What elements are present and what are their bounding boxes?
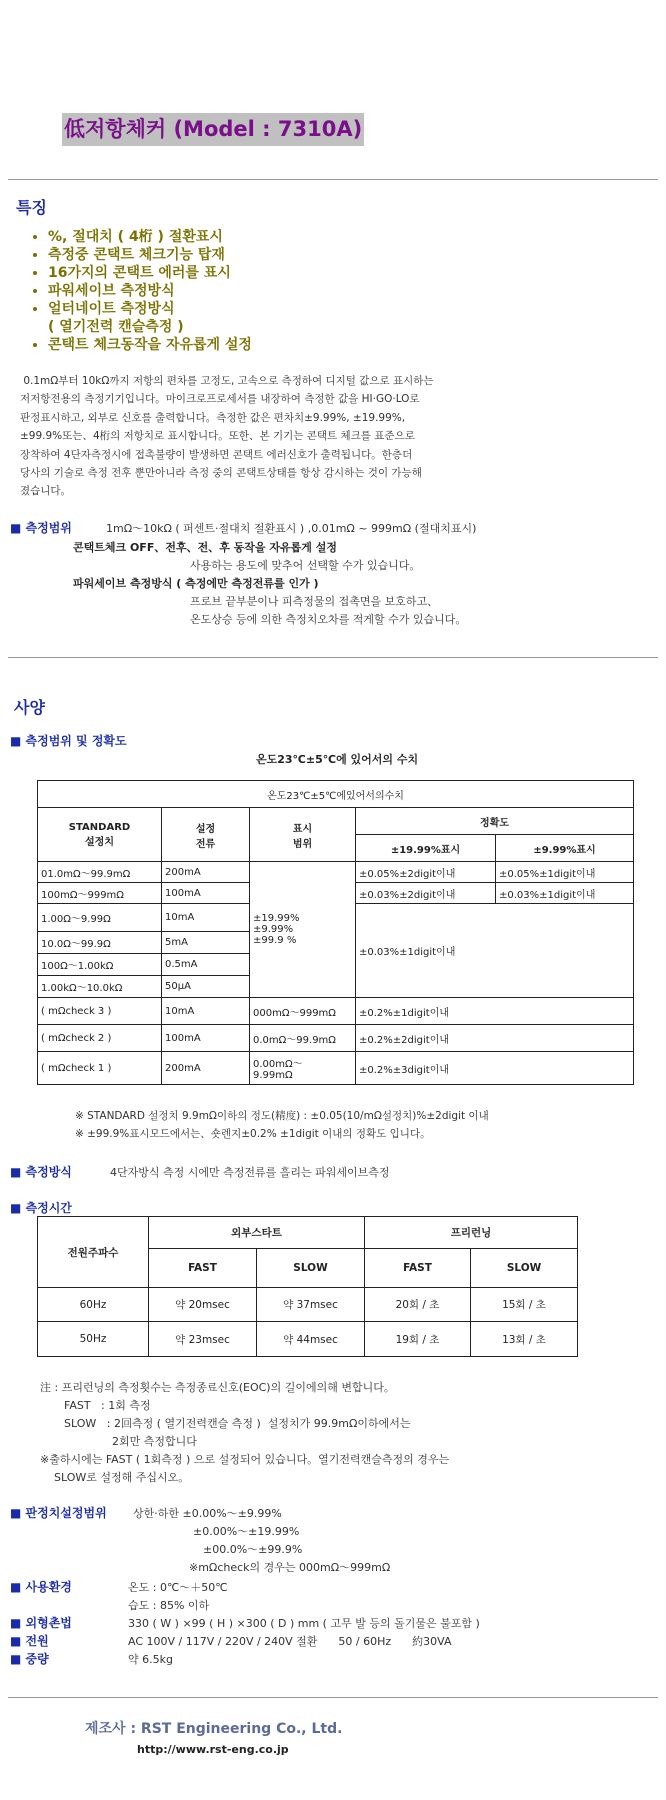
feature-item: • 콘택트 체크동작을 자유롭게 설정 bbox=[48, 336, 252, 354]
divider bbox=[8, 179, 658, 180]
cell-display-range: ±19.99% ±9.99% ±99.9 % bbox=[250, 862, 356, 998]
accuracy-label: ■ 측정범위 및 정확도 bbox=[10, 734, 127, 748]
time-note: ※출하시에는 FAST ( 1회측정 ) 으로 설정되어 있습니다。열기전력캔슬측정의 경우는 bbox=[40, 1453, 450, 1466]
table-row bbox=[38, 862, 634, 883]
col-free-run: 프리런닝 bbox=[365, 1217, 578, 1249]
table-row bbox=[38, 1322, 578, 1357]
cell-current: 200mA bbox=[162, 1052, 250, 1085]
col-accuracy: 정확도 bbox=[356, 808, 634, 835]
temp-note: 온도23℃±5℃에 있어서의 수치 bbox=[256, 753, 419, 766]
feature-item: • 얼터네이트 측정방식 bbox=[48, 300, 252, 318]
cell-current: 100mA bbox=[162, 1025, 250, 1052]
judge-label: ■ 판정치설정범위 bbox=[10, 1506, 107, 1520]
col-fast: FAST bbox=[365, 1249, 471, 1288]
weight-text: 약 6.5kg bbox=[128, 1653, 173, 1666]
cell-ext-fast: 약 20msec bbox=[149, 1288, 257, 1322]
col-display: 표시 범위 bbox=[250, 808, 356, 862]
description-line: 저저항전용의 측정기기입니다。마이크로프로세서를 내장하여 측정한 값을 HI·GO·LO로 bbox=[20, 393, 420, 406]
cell-free-fast: 19회 / 초 bbox=[365, 1322, 471, 1357]
table-row bbox=[38, 1025, 634, 1052]
table-row bbox=[38, 1052, 634, 1085]
description-line: 판정표시하고, 외부로 신호를 출력합니다。측정한 값은 편차치±9.99%, ±19.99%, bbox=[20, 411, 406, 424]
col-fast: FAST bbox=[149, 1249, 257, 1288]
cell-accuracy: ±0.03%±1digit이내 bbox=[496, 883, 634, 904]
judge-line: ※mΩcheck의 경우는 000mΩ～999mΩ bbox=[189, 1561, 391, 1574]
cell-current: 50μA bbox=[162, 976, 250, 998]
method-text: 4단자방식 측정 시에만 측정전류를 흘리는 파워세이브측정 bbox=[110, 1166, 390, 1179]
cell-current: 10mA bbox=[162, 998, 250, 1025]
method-label: ■ 측정방식 bbox=[10, 1165, 72, 1179]
env-label: ■ 사용환경 bbox=[10, 1580, 72, 1594]
time-note: 注 : 프리런닝의 측정횟수는 측정종료신호(EOC)의 길이에의해 변합니다。 bbox=[40, 1381, 395, 1394]
time-note: SLOW : 2回측정 ( 열기전력캔슬 측정 ) 설정치가 99.9mΩ이하에서는 bbox=[64, 1417, 411, 1430]
env-temp: 온도 : 0℃～＋50℃ bbox=[128, 1581, 228, 1594]
description-line: ±99.9%또는、4桁의 저항치로 표시합니다。또한、본 기기는 콘택트 체크를 표준으로 bbox=[20, 430, 415, 443]
cell-free-fast: 20회 / 초 bbox=[365, 1288, 471, 1322]
cell-free-slow: 15회 / 초 bbox=[471, 1288, 578, 1322]
time-note: 2회만 측정합니다 bbox=[112, 1435, 197, 1448]
cell-accuracy: ±0.2%±1digit이내 bbox=[356, 998, 634, 1025]
cell-ext-slow: 약 44msec bbox=[257, 1322, 365, 1357]
cell-accuracy-merged: ±0.03%±1digit이내 bbox=[356, 904, 634, 998]
cell-display: 0.0mΩ～99.9mΩ bbox=[250, 1025, 356, 1052]
feature-item: • 16가지의 콘택트 에러를 표시 bbox=[48, 264, 252, 282]
description-line: 당사의 기술로 측정 전후 뿐만아니라 측정 중의 콘택트상태를 항상 감시하는 것이 가능해 bbox=[20, 467, 422, 480]
cell-current: 10mA bbox=[162, 904, 250, 932]
description-line: 졌습니다。 bbox=[20, 485, 72, 498]
power-label: ■ 전원 bbox=[10, 1634, 49, 1648]
cell-standard: 1.00kΩ～10.0kΩ bbox=[38, 976, 162, 998]
col-standard: STANDARD 설정치 bbox=[38, 808, 162, 862]
cell-accuracy: ±0.05%±1digit이내 bbox=[496, 862, 634, 883]
cell-standard: 10.0Ω～99.9Ω bbox=[38, 932, 162, 954]
maker-name: 제조사 : RST Engineering Co., Ltd. bbox=[85, 1721, 343, 1737]
range-label: ■ 측정범위 bbox=[10, 521, 72, 535]
page-title: 低저항체커 (Model : 7310A) bbox=[62, 113, 364, 146]
cell-free-slow: 13회 / 초 bbox=[471, 1322, 578, 1357]
time-table bbox=[37, 1216, 578, 1357]
weight-label: ■ 중량 bbox=[10, 1652, 49, 1666]
env-humid: 습도 : 85% 이하 bbox=[128, 1599, 210, 1612]
col-current: 설정 전류 bbox=[162, 808, 250, 862]
description-line: 장착하여 4단자측정시에 접촉불량이 발생하면 콘택트 에러신호가 출력됩니다。한층더 bbox=[20, 448, 413, 461]
feature-item: • 파워세이브 측정방식 bbox=[48, 282, 252, 300]
cell-freq: 50Hz bbox=[38, 1322, 149, 1357]
table-row bbox=[38, 1288, 578, 1322]
cell-freq: 60Hz bbox=[38, 1288, 149, 1322]
divider bbox=[8, 657, 658, 658]
cell-standard: 100mΩ～999mΩ bbox=[38, 883, 162, 904]
cell-ext-fast: 약 23msec bbox=[149, 1322, 257, 1357]
cell-standard: 1.00Ω～9.99Ω bbox=[38, 904, 162, 932]
judge-line: ±0.00%～±19.99% bbox=[193, 1525, 300, 1538]
col-freq: 전원주파수 bbox=[38, 1217, 149, 1288]
contact-check-title: 콘택트체크 OFF、전후、전、후 동작을 자유롭게 설정 bbox=[73, 541, 337, 554]
cell-accuracy: ±0.05%±2digit이내 bbox=[356, 862, 496, 883]
accuracy-table bbox=[37, 780, 634, 1085]
time-note: SLOW로 설정해 주십시오。 bbox=[54, 1471, 190, 1484]
contact-check-desc: 사용하는 용도에 맞추어 선택할 수가 있습니다。 bbox=[190, 559, 421, 572]
col-slow: SLOW bbox=[257, 1249, 365, 1288]
cell-accuracy: ±0.03%±2digit이내 bbox=[356, 883, 496, 904]
maker-url[interactable]: http://www.rst-eng.co.jp bbox=[137, 1743, 289, 1756]
table-caption: 온도23℃±5℃에있어서의수치 bbox=[38, 781, 634, 808]
col-ext-start: 외부스타트 bbox=[149, 1217, 365, 1249]
table-row bbox=[38, 998, 634, 1025]
time-label: ■ 측정시간 bbox=[10, 1201, 72, 1215]
cell-standard: ( mΩcheck 3 ) bbox=[38, 998, 162, 1025]
cell-current: 0.5mA bbox=[162, 954, 250, 976]
powersave-desc: 프로브 끝부분이나 피측정물의 접촉면을 보호하고、 bbox=[190, 595, 439, 608]
cell-accuracy: ±0.2%±3digit이내 bbox=[356, 1052, 634, 1085]
time-note: FAST : 1회 측정 bbox=[64, 1399, 151, 1412]
cell-display: 000mΩ～999mΩ bbox=[250, 998, 356, 1025]
cell-display: 0.00mΩ～ 9.99mΩ bbox=[250, 1052, 356, 1085]
cell-ext-slow: 약 37msec bbox=[257, 1288, 365, 1322]
col-slow: SLOW bbox=[471, 1249, 578, 1288]
dimension-text: 330 ( W ) ×99 ( H ) ×300 ( D ) mm ( 고무 발 등의 돌기물은 불포함 ) bbox=[128, 1617, 480, 1630]
cell-current: 5mA bbox=[162, 932, 250, 954]
feature-item: • 측정중 콘택트 체크기능 탑재 bbox=[48, 246, 252, 264]
cell-accuracy: ±0.2%±2digit이내 bbox=[356, 1025, 634, 1052]
cell-current: 100mA bbox=[162, 883, 250, 904]
judge-line: ±00.0%～±99.9% bbox=[203, 1543, 303, 1556]
powersave-desc: 온도상승 등에 의한 측정치오차를 적게할 수가 있습니다。 bbox=[190, 613, 467, 626]
dimension-label: ■ 외형촌법 bbox=[10, 1616, 72, 1630]
col-999: ±9.99%표시 bbox=[496, 835, 634, 862]
spec-heading: 사양 bbox=[14, 698, 45, 717]
cell-standard: ( mΩcheck 1 ) bbox=[38, 1052, 162, 1085]
divider bbox=[8, 1697, 658, 1698]
features-heading: 특징 bbox=[16, 198, 47, 217]
features-list bbox=[30, 228, 252, 354]
spec-note: ※ STANDARD 설정치 9.9mΩ이하의 정도(精度) : ±0.05(10/mΩ설정치)%±2digit 이내 bbox=[75, 1110, 489, 1122]
spec-note: ※ ±99.9%표시모드에서는、숏렌지±0.2% ±1digit 이내의 정확도 입니다。 bbox=[75, 1128, 431, 1140]
power-text: AC 100V / 117V / 220V / 240V 절환 50 / 60Hz 約30VA bbox=[128, 1635, 452, 1648]
range-text: 1mΩ～10kΩ ( 퍼센트·절대치 절환표시 ) ,0.01mΩ ~ 999mΩ (절대치표시) bbox=[106, 522, 477, 535]
cell-standard: 100Ω～1.00kΩ bbox=[38, 954, 162, 976]
cell-standard: 01.0mΩ～99.9mΩ bbox=[38, 862, 162, 883]
feature-item: ( 열기전력 캔슬측정 ) bbox=[48, 319, 184, 335]
col-1999: ±19.99%표시 bbox=[356, 835, 496, 862]
cell-standard: ( mΩcheck 2 ) bbox=[38, 1025, 162, 1052]
description bbox=[20, 372, 480, 501]
powersave-title: 파워세이브 측정방식 ( 측정에만 측정전류를 인가 ) bbox=[73, 577, 319, 590]
feature-item: • %, 절대치 ( 4桁 ) 절환표시 bbox=[48, 228, 252, 246]
description-line: 0.1mΩ부터 10kΩ까지 저항의 편차를 고정도, 고속으로 측정하여 디지털 값으로 표시하는 bbox=[20, 375, 434, 387]
cell-current: 200mA bbox=[162, 862, 250, 883]
judge-line: 상한·하한 ±0.00%～±9.99% bbox=[133, 1507, 282, 1520]
